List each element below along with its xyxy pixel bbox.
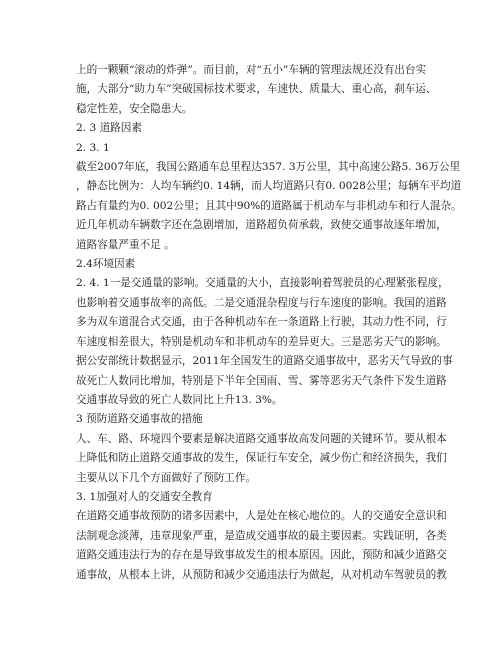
- text-line: 道路容量严重不足 。: [76, 238, 175, 251]
- text-line: 通事故，从根本上讲，从预防和减少交通违法行为做起，从对机动车驾驶员的教: [76, 568, 447, 581]
- text-line: 多为双车道混合式交通，由于各种机动车在一条道路上行驶，其动力性不同，行: [76, 316, 447, 329]
- document-body: [76, 61, 462, 585]
- text-line: 截至2007年底，我国公路通车总里程达357. 3万公里，其中高速公路5. 36万公里: [76, 161, 461, 174]
- text-line: 上降低和防止道路交通事故的发生，保证行车安全，减少伤亡和经济损失，我们: [76, 452, 447, 465]
- text-line: 3 预防道路交通事故的措施: [76, 413, 203, 426]
- text-line: 也影响着交通事故率的高低。二是交通混杂程度与行车速度的影响。我国的道路: [76, 296, 447, 309]
- text-line: 主要从以下几个方面做好了预防工作。: [76, 471, 257, 484]
- text-line: 车速度相差很大，特别是机动车和非机动车的差异更大。三是恶劣天气的影响。: [76, 335, 447, 348]
- text-line: 在道路交通事故预防的诸多因素中，人是处在核心地位的。人的交通安全意识和: [76, 510, 447, 523]
- text-line: 路占有量约为0. 002公里；且其中90%的道路属于机动车与非机动车和行人混杂。: [76, 199, 462, 212]
- text-line: 据公安部统计数据显示，2011年全国发生的道路交通事故中，恶劣天气导致的事: [76, 355, 453, 368]
- text-line: 人、车、路、环境四个要素是解决道路交通事故高发问题的关键环节。要从根本: [76, 432, 447, 445]
- text-line: 故死亡人数同比增加，特别是下半年全国雨、雪、雾等恶劣天气条件下发生道路: [76, 374, 447, 387]
- text-line: ，静态比例为：人均车辆约0. 14辆，而人均道路只有0. 0028公里；每辆车平均道: [76, 180, 462, 193]
- text-line: 2. 4. 1一是交通量的影响。交通量的大小，直接影响着驾驶员的心理紧张程度，: [76, 277, 449, 290]
- text-line: 法制观念淡薄，违章现象严重，是造成交通事故的最主要因素。实践证明，各类: [76, 529, 447, 542]
- text-line: 2.4环境因素: [76, 258, 136, 271]
- text-line: 2. 3. 1: [76, 141, 110, 154]
- text-line: 2. 3 道路因素: [76, 122, 142, 135]
- text-line: 道路交通违法行为的存在是导致事故发生的根本原因。因此，预防和减少道路交: [76, 549, 447, 562]
- text-line: 施，大部分“助力车”突破国标技术要求，车速快、质量大、重心高，刹车运、: [76, 83, 437, 96]
- text-line: 交通事故导致的死亡人数同比上升13. 3%。: [76, 393, 283, 406]
- text-line: 稳定性差，安全隐患大。: [76, 102, 193, 115]
- text-line: 近几年机动车辆数字还在急剧增加，道路超负荷承载，致使交通事故逐年增加，: [76, 219, 447, 232]
- text-line: 上的一颗颗“滚动的炸弹”。而目前，对“五小”车辆的管理法规还没有出台实: [76, 64, 427, 76]
- text-line: 3. 1加强对人的交通安全教育: [76, 490, 213, 503]
